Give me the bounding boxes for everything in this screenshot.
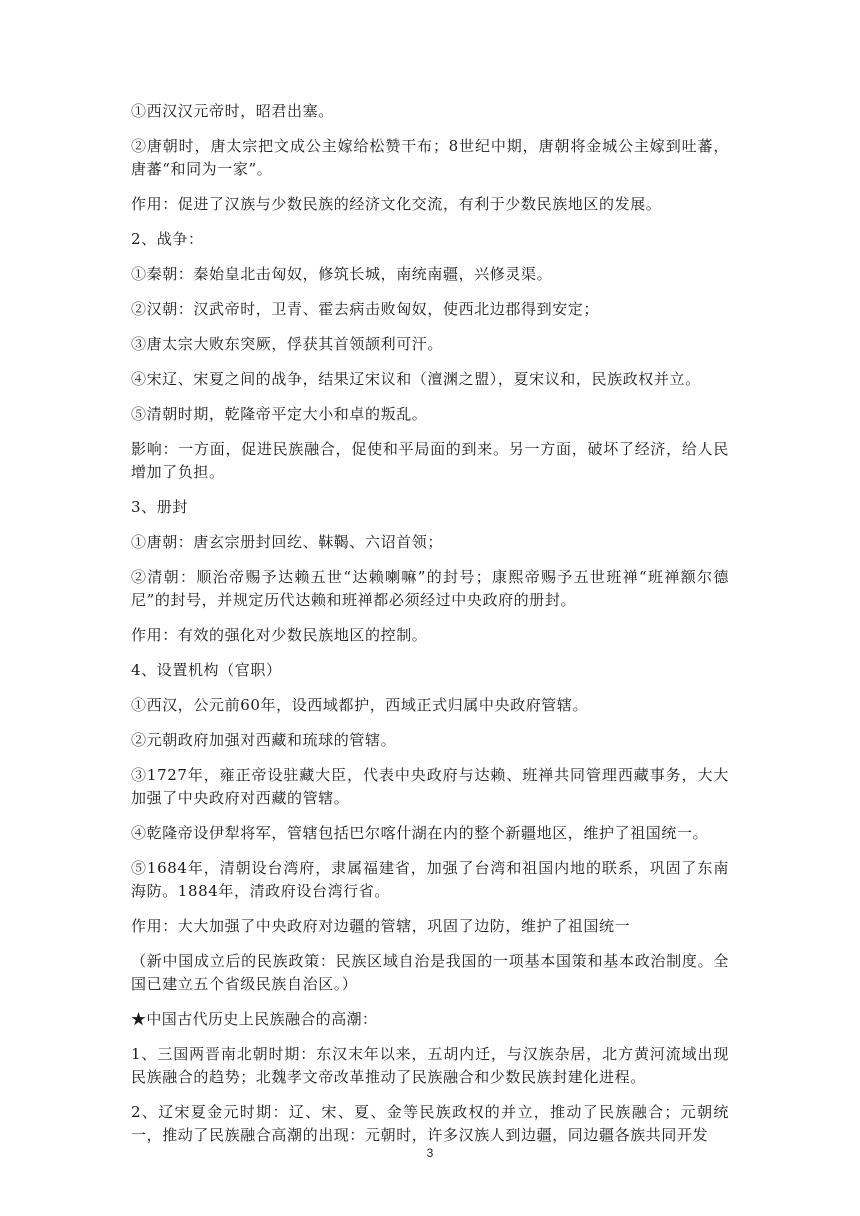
paragraph-war-tang: ③唐太宗大败东突厥，俘获其首领颉利可汗。 (131, 335, 444, 353)
paragraph-war-han: ②汉朝：汉武帝时，卫青、霍去病击败匈奴，使西北边郡得到安定； (131, 300, 600, 318)
paragraph-integration-period-1: 1、三国两晋南北朝时期：东汉末年以来，五胡内迁，与汉族杂居，北方黄河流域出现民族融合的趋势；北魏孝文帝改革推动了民族融合和少数民族封建化进程。 (131, 1045, 729, 1086)
section-heading-war: 2、战争： (131, 230, 204, 248)
paragraph-heqin-zhaojun: ①西汉汉元帝时，昭君出塞。 (131, 102, 334, 120)
section-heading-institutions: 4、设置机构（官职） (131, 661, 282, 679)
paragraph-institution-yongzheng: ③1727年，雍正帝设驻藏大臣，代表中央政府与达赖、班禅共同管理西藏事务，大大加强了中央政府对西藏的管辖。 (131, 766, 729, 807)
paragraph-integration-period-2: 2、辽宋夏金元时期：辽、宋、夏、金等民族政权的并立，推动了民族融合；元朝统一，推动了民族融合高潮的出现：元朝时，许多汉族人到边疆，同边疆各族共同开发 (131, 1103, 729, 1144)
paragraph-investiture-tang: ①唐朝：唐玄宗册封回纥、靺鞨、六诏首领； (131, 533, 444, 551)
paragraph-heqin-effect: 作用：促进了汉族与少数民族的经济文化交流，有利于少数民族地区的发展。 (131, 195, 662, 213)
paragraph-war-impact: 影响：一方面，促进民族融合，促使和平局面的到来。另一方面，破坏了经济，给人民增加了负担。 (131, 440, 729, 481)
paragraph-war-song: ④宋辽、宋夏之间的战争，结果辽宋议和（澶渊之盟），夏宋议和，民族政权并立。 (131, 370, 701, 388)
paragraph-heqin-tang: ②唐朝时，唐太宗把文成公主嫁给松赞干布；8世纪中期，唐朝将金城公主嫁到吐蕃，唐蕃“和同为一家”。 (131, 137, 729, 178)
paragraph-institution-taiwan: ⑤1684年，清朝设台湾府，隶属福建省，加强了台湾和祖国内地的联系，巩固了东南海防。1884年，清政府设台湾行省。 (131, 859, 729, 900)
paragraph-war-qin: ①秦朝：秦始皇北击匈奴，修筑长城，南统南疆，兴修灵渠。 (131, 265, 553, 283)
page-number: 3 (426, 1146, 434, 1160)
document-body (131, 100, 729, 1159)
section-heading-integration-peaks: ★中国古代历史上民族融合的高潮： (131, 1010, 378, 1028)
paragraph-war-qing: ⑤清朝时期，乾隆帝平定大小和卓的叛乱。 (131, 405, 428, 423)
paragraph-investiture-effect: 作用：有效的强化对少数民族地区的控制。 (131, 626, 428, 644)
paragraph-institution-qianlong: ④乾隆帝设伊犁将军，管辖包括巴尔喀什湖在内的整个新疆地区，维护了祖国统一。 (131, 824, 709, 842)
paragraph-institution-effect: 作用：大大加强了中央政府对边疆的管辖，巩固了边防，维护了祖国统一 (131, 917, 631, 935)
paragraph-institution-yuan: ②元朝政府加强对西藏和琉球的管辖。 (131, 731, 397, 749)
paragraph-new-china-policy: （新中国成立后的民族政策：民族区域自治是我国的一项基本国策和基本政治制度。全国已建立五个省级民族自治区。） (131, 952, 729, 993)
paragraph-investiture-qing: ②清朝：顺治帝赐予达赖五世“达赖喇嘛”的封号；康熙帝赐予五世班禅“班禅额尔德尼”的封号，并规定历代达赖和班禅都必须经过中央政府的册封。 (131, 568, 729, 609)
section-heading-investiture: 3、册封 (131, 498, 188, 516)
paragraph-institution-western-han: ①西汉，公元前60年，设西域都护，西域正式归属中央政府管辖。 (131, 696, 589, 714)
